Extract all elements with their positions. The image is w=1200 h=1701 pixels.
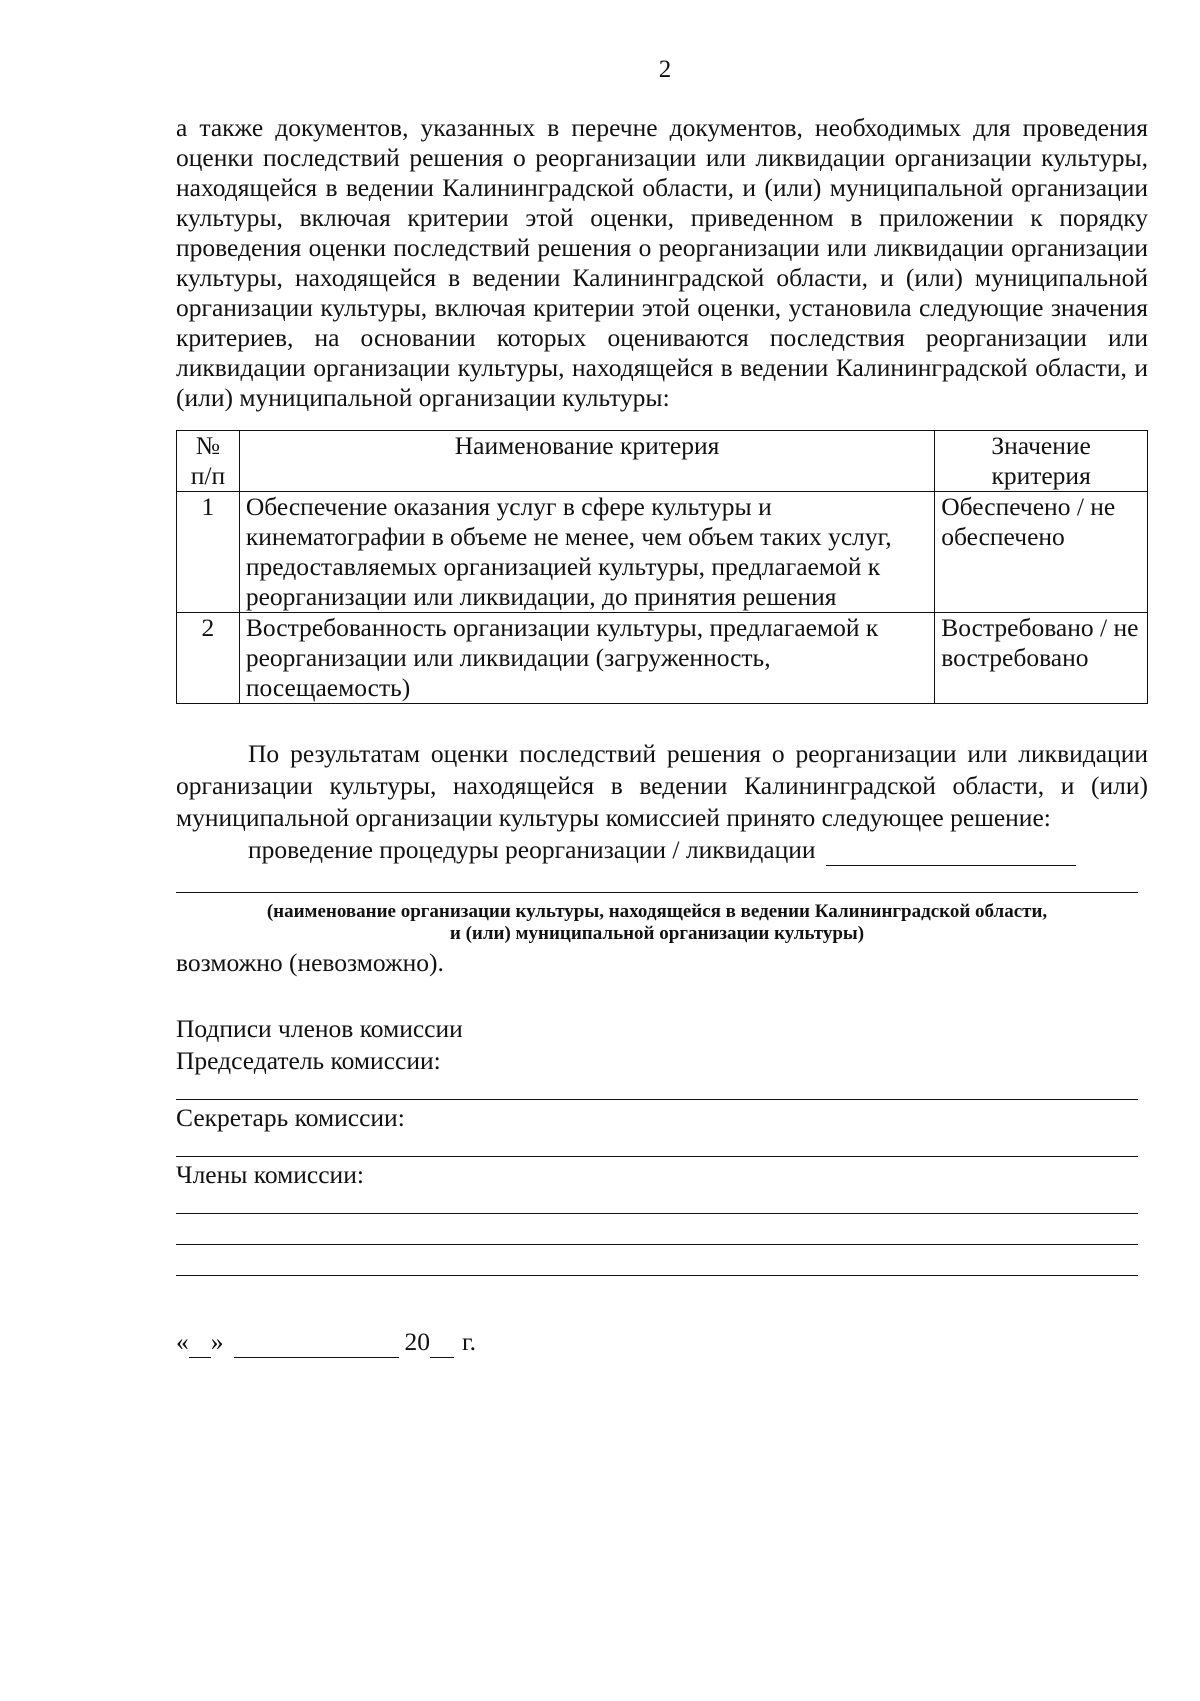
header-name: Наименование критерия — [239, 431, 934, 492]
date-year-blank[interactable] — [430, 1333, 454, 1358]
row-num: 1 — [177, 492, 240, 613]
member-signature-line[interactable] — [176, 1213, 1138, 1214]
date-year-suffix: г. — [462, 1327, 476, 1356]
table-row — [177, 613, 1148, 704]
intro-paragraph: а также документов, указанных в перечне документов, необходимых для проведения оценки последствий решения о реорганизации или ликвидации организации культуры, находящейся в ведении Калининградской области, и (или) муниципальной организации культуры, включая критерии этой оценки, приведенном в приложении к порядку проведения оценки последствий решения о реорганизации или ликвидации организации культуры, находящейся в ведении Калининградской области, и (или) муниципальной организации культуры, включая критерии этой оценки, установила следующие значения критериев, на основании которых оцениваются последствия реорганизации или ликвидации организации культуры, находящейся в ведении Калининградской области, и (или) муниципальной организации культуры: — [176, 113, 1148, 412]
organization-name-caption — [176, 901, 1138, 945]
row-criterion-value: Обеспечено / не обеспечено — [935, 492, 1148, 613]
secretary-label: Секретарь комиссии: — [176, 1103, 405, 1132]
document-content — [176, 113, 1148, 1358]
caption-line-2: и (или) муниципальной организации культуры) — [449, 923, 865, 944]
date-line — [176, 1326, 1148, 1358]
table-row — [177, 492, 1148, 613]
members-label: Члены комиссии: — [176, 1160, 364, 1189]
date-open-quote: « — [176, 1327, 189, 1356]
chairman-label: Председатель комиссии: — [176, 1046, 441, 1075]
header-value: Значение критерия — [935, 431, 1148, 492]
date-day-blank[interactable] — [189, 1333, 211, 1358]
member-signature-line[interactable] — [176, 1275, 1138, 1276]
row-num: 2 — [177, 613, 240, 704]
secretary-signature-line[interactable] — [176, 1156, 1138, 1157]
page-number: 2 — [658, 56, 672, 83]
row-criterion-value: Востребовано / не востребовано — [935, 613, 1148, 704]
chairman-signature-line[interactable] — [176, 1099, 1138, 1100]
member-signature-line[interactable] — [176, 1244, 1138, 1245]
signatures-heading: Подписи членов комиссии — [176, 1014, 463, 1043]
date-close-quote: » — [210, 1327, 224, 1356]
procedure-blank-line[interactable] — [826, 841, 1076, 866]
criteria-table — [176, 430, 1148, 704]
procedure-text: проведение процедуры реорганизации / ликвидации — [248, 835, 816, 864]
date-year-prefix: 20 — [404, 1327, 430, 1356]
possible-text: возможно (невозможно). — [176, 948, 444, 977]
row-criterion-name: Обеспечение оказания услуг в сфере культуры и кинематографии в объеме не менее, чем объем таких услуг, предоставляемых организацией культуры, предлагаемой к реорганизации или ликвидации, до принятия решения — [239, 492, 934, 613]
organization-name-line[interactable] — [176, 892, 1138, 893]
caption-line-1: (наименование организации культуры, находящейся в ведении Калининградской области, — [266, 901, 1048, 922]
procedure-line — [176, 834, 1148, 866]
row-criterion-name: Востребованность организации культуры, предлагаемой к реорганизации или ликвидации (загруженность, посещаемость) — [239, 613, 934, 704]
result-paragraph: По результатам оценки последствий решения о реорганизации или ликвидации организации культуры, находящейся в ведении Калининградской области, и (или) муниципальной организации культуры комиссией принято следующее решение: — [176, 739, 1148, 832]
date-month-blank[interactable] — [234, 1333, 399, 1358]
header-num: № п/п — [177, 431, 240, 492]
table-header-row — [177, 431, 1148, 492]
